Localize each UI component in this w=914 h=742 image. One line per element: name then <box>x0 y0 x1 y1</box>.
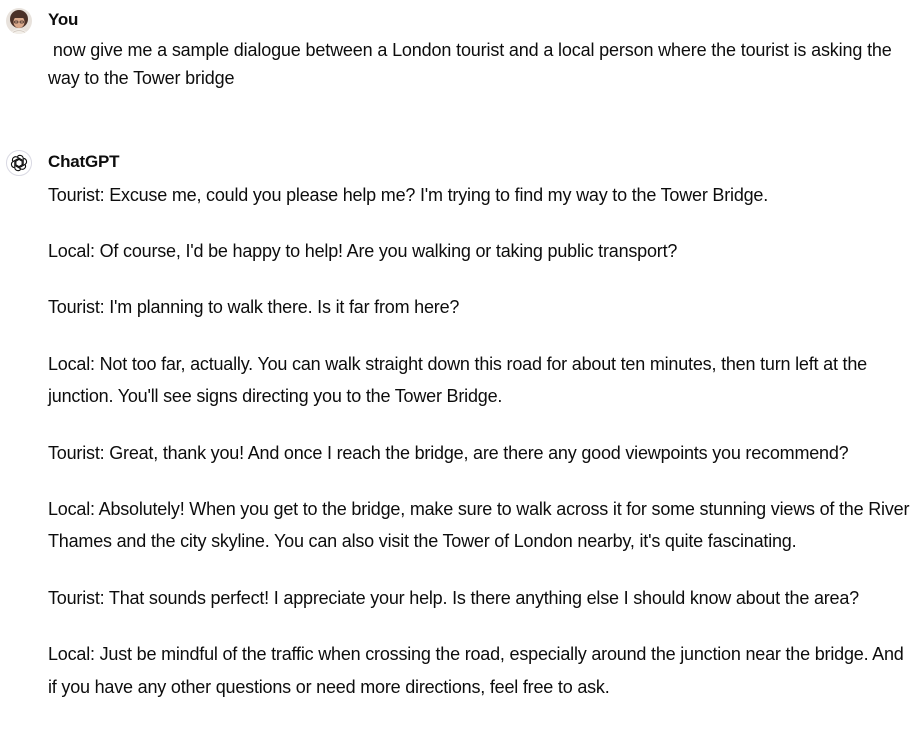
assistant-message-body <box>48 179 914 727</box>
dialogue-line: Local: Just be mindful of the traffic when crossing the road, especially around the junction near the bridge. And if you have any other questions or need more directions, feel free to ask. <box>48 643 904 697</box>
dialogue-line: Tourist: That sounds perfect! I appreciate your help. Is there anything else I should know about the area? <box>48 587 859 608</box>
assistant-author-name: ChatGPT <box>48 152 120 171</box>
user-avatar-icon[interactable] <box>6 8 32 34</box>
dialogue-line: Local: Absolutely! When you get to the bridge, make sure to walk across it for some stunning views of the River Thames and the city skyline. You can also visit the Tower of London nearby, it's quite fascinating. <box>48 498 910 552</box>
openai-logo-icon <box>6 150 32 176</box>
dialogue-line: Local: Not too far, actually. You can walk straight down this road for about ten minutes, then turn left at the junction. You'll see signs directing you to the Tower Bridge. <box>48 353 867 407</box>
dialogue-line: Local: Of course, I'd be happy to help! Are you walking or taking public transport? <box>48 241 678 262</box>
dialogue-line: Tourist: Excuse me, could you please help me? I'm trying to find my way to the Tower Bridge. <box>48 185 769 205</box>
dialogue-line: Tourist: Great, thank you! And once I reach the bridge, are there any good viewpoints you recommend? <box>48 442 849 463</box>
dialogue-line: Tourist: I'm planning to walk there. Is it far from here? <box>48 297 460 318</box>
user-message-text: now give me a sample dialogue between a London tourist and a local person where the tourist is asking the way to the Tower bridge <box>48 40 897 88</box>
user-author-name: You <box>48 10 79 29</box>
